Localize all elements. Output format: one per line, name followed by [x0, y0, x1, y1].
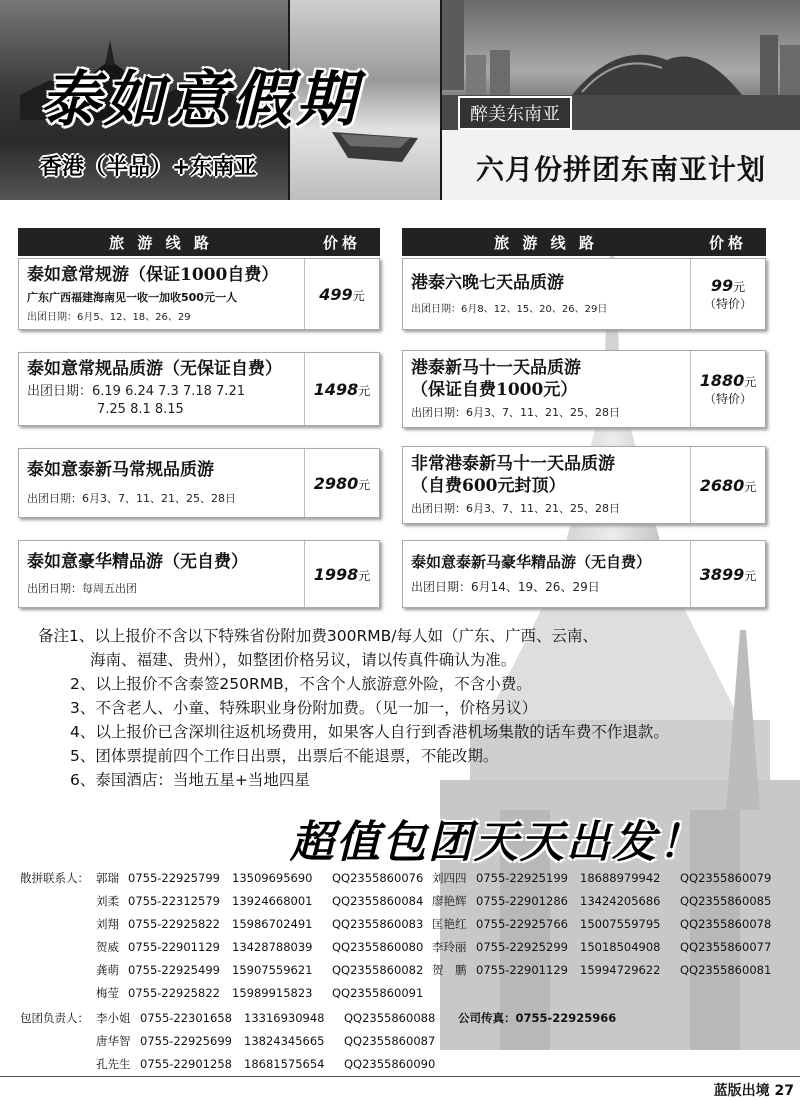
- route-card: [18, 258, 380, 330]
- tag-right: 醉美东南亚: [458, 96, 572, 130]
- contact-mobile: 18681575654: [244, 1056, 325, 1071]
- contact-tel: 0755-22925799: [128, 870, 220, 885]
- contact-mobile: 13316930948: [244, 1010, 325, 1025]
- price-unit: 元: [352, 288, 365, 303]
- route-column-header: 旅 游 线 路: [109, 233, 213, 252]
- contacts-section: [20, 866, 790, 1075]
- contact-name: 刘翔: [96, 916, 119, 931]
- contact-qq: QQ2355860078: [680, 916, 772, 931]
- route-name: 港泰新马十一天品质游: [411, 358, 581, 379]
- route-card: [18, 540, 380, 608]
- contact-mobile: 13924668001: [232, 893, 313, 908]
- route-price: 2980: [313, 473, 359, 493]
- table-header-right: [402, 228, 766, 256]
- brand-title: 泰如意假期: [40, 65, 360, 135]
- route-name: 港泰六晚七天品质游: [411, 272, 564, 293]
- contact-mobile: 13424205686: [580, 893, 661, 908]
- contact-qq: QQ2355860091: [332, 985, 424, 1000]
- table-header-left: [18, 228, 380, 256]
- contact-tel: 0755-22925199: [476, 870, 568, 885]
- plan-title: 六月份拼团东南亚计划: [475, 153, 766, 186]
- route-price: 1880: [699, 371, 745, 390]
- contact-qq: QQ2355860088: [344, 1010, 436, 1025]
- group-contact-row: [20, 1006, 790, 1029]
- contact-row: [20, 912, 790, 935]
- route-price: 2680: [699, 475, 745, 495]
- route-price: 1998: [313, 564, 359, 584]
- contact-mobile: 15018504908: [580, 939, 661, 954]
- contact-qq: QQ2355860077: [680, 939, 772, 954]
- contact-mobile: 15007559795: [580, 916, 661, 931]
- contact-tel: 0755-22925699: [140, 1033, 232, 1048]
- note-2: 2、以上报价不含泰签250RMB，不含个人旅游意外险，不含小费。: [70, 675, 532, 693]
- price-column-header: 价格: [708, 233, 747, 252]
- contact-name: 梅莹: [96, 985, 119, 1000]
- route-date: 出团日期：6月14、19、26、29日: [411, 579, 600, 594]
- contact-name: 廖艳辉: [432, 893, 467, 908]
- contact-qq: QQ2355860082: [332, 962, 424, 977]
- group-contact-label: 包团负责人：: [20, 1010, 89, 1025]
- contact-tel: 0755-22901129: [476, 962, 568, 977]
- route-date: 出团日期：6.19 6.24 7.3 7.18 7.21: [27, 383, 245, 399]
- contact-mobile: 15907559621: [232, 962, 313, 977]
- contact-tel: 0755-22901258: [140, 1056, 232, 1071]
- price-unit: 元: [358, 383, 371, 398]
- contact-name: 刘柔: [96, 893, 119, 908]
- note-1: 备注1、以上报价不含以下特殊省份附加费300RMB/每人如（广东、广西、云南、: [38, 627, 598, 645]
- route-note: 广东广西福建海南见一收一加收500元一人: [27, 290, 237, 304]
- contact-mobile: 15986702491: [232, 916, 313, 931]
- contact-tel: 0755-22925766: [476, 916, 568, 931]
- route-date: 出团日期：6月3、7、11、21、25、28日: [411, 405, 620, 419]
- route-card: [402, 350, 766, 428]
- route-price: 99: [710, 276, 734, 295]
- slogan: 超值包团天天出发！: [290, 817, 704, 868]
- contact-name: 李玲丽: [432, 939, 467, 954]
- contact-name: 贺威: [96, 939, 119, 954]
- route-date: 出团日期：6月5、12、18、26、29: [27, 311, 191, 323]
- route-card: [18, 448, 380, 518]
- contact-qq: QQ2355860085: [680, 893, 772, 908]
- note-1-continued: 海南、福建、贵州），如整团价格另议，请以传真件确认为准。: [90, 651, 517, 669]
- route-date: 出团日期：6月8、12、15、20、26、29日: [411, 304, 608, 316]
- price-unit: 元: [358, 477, 371, 492]
- price-column-header: 价格: [322, 233, 361, 252]
- contact-name: 孔先生: [96, 1056, 131, 1071]
- contact-qq: QQ2355860079: [680, 870, 772, 885]
- notes-section: [38, 624, 758, 792]
- note-3: 3、不含老人、小童、特殊职业身份附加费。（见一加一，价格另议）: [70, 699, 538, 717]
- company-fax: 公司传真：0755-22925966: [458, 1010, 617, 1025]
- group-contact-row: [20, 1052, 790, 1075]
- route-name-continued: （保证自费1000元）: [411, 379, 578, 400]
- contact-qq: QQ2355860087: [344, 1033, 436, 1048]
- route-date: 出团日期：6月3、7、11、21、25、28日: [411, 501, 620, 515]
- route-name: 泰如意泰新马常规品质游: [27, 460, 214, 481]
- footer-divider: [0, 1076, 800, 1077]
- contact-row: [20, 866, 790, 889]
- contact-qq: QQ2355860084: [332, 893, 424, 908]
- route-column-header: 旅 游 线 路: [494, 233, 598, 252]
- route-card: [18, 352, 380, 426]
- route-name: 非常港泰新马十一天品质游: [411, 454, 615, 475]
- route-date: 出团日期：每周五出团: [27, 581, 137, 595]
- route-name: 泰如意常规品质游（无保证自费）: [27, 358, 282, 379]
- contact-tel: 0755-22312579: [128, 893, 220, 908]
- contact-name: 郭瑞: [96, 870, 119, 885]
- route-price: 1498: [313, 379, 359, 399]
- contact-row: [20, 981, 790, 1004]
- header-banner: [0, 0, 800, 200]
- subtitle-left: 香港（半品）+东南亚: [40, 155, 257, 180]
- contact-qq: QQ2355860080: [332, 939, 424, 954]
- contact-tel: 0755-22301658: [140, 1010, 232, 1025]
- price-unit: 元: [358, 568, 371, 583]
- contact-tel: 0755-22925299: [476, 939, 568, 954]
- price-unit: 元: [744, 479, 757, 494]
- route-card: [402, 446, 766, 524]
- contact-name: 匡艳红: [432, 916, 467, 931]
- price-unit: 元: [744, 568, 757, 583]
- route-date: 出团日期：6月3、7、11、21、25、28日: [27, 491, 236, 505]
- contact-mobile: 15994729622: [580, 962, 661, 977]
- note-4: 4、以上报价已含深圳往返机场费用，如果客人自行到香港机场集散的话车费不作退款。: [70, 723, 669, 741]
- contact-qq: QQ2355860083: [332, 916, 424, 931]
- contact-mobile: 13428788039: [232, 939, 313, 954]
- route-card: [402, 258, 766, 330]
- route-name: 泰如意豪华精品游（无自费）: [27, 552, 248, 573]
- route-name: 泰如意泰新马豪华精品游（无自费）: [411, 553, 652, 572]
- contact-mobile: 15989915823: [232, 985, 313, 1000]
- contact-qq: QQ2355860076: [332, 870, 424, 885]
- route-name: 泰如意常规游（保证1000自费）: [27, 265, 279, 286]
- price-note: （特价）: [703, 392, 752, 406]
- price-note: （特价）: [703, 297, 752, 311]
- contact-name: 刘四四: [432, 870, 467, 885]
- group-contact-row: [20, 1029, 790, 1052]
- contact-name: 贺 鹏: [432, 962, 467, 977]
- contact-label: 散拼联系人：: [20, 870, 89, 885]
- contact-name: 龚萌: [96, 962, 119, 977]
- contact-name: 李小姐: [96, 1010, 131, 1025]
- contact-tel: 0755-22925822: [128, 916, 220, 931]
- contact-tel: 0755-22901129: [128, 939, 220, 954]
- contact-name: 唐华智: [96, 1033, 131, 1048]
- route-price: 3899: [699, 564, 745, 584]
- contact-tel: 0755-22901286: [476, 893, 568, 908]
- contact-tel: 0755-22925822: [128, 985, 220, 1000]
- contact-mobile: 13824345665: [244, 1033, 325, 1048]
- contact-qq: QQ2355860081: [680, 962, 772, 977]
- contact-row: [20, 889, 790, 912]
- contact-row: [20, 958, 790, 981]
- contact-mobile: 13509695690: [232, 870, 313, 885]
- note-5: 5、团体票提前四个工作日出票，出票后不能退票，不能改期。: [70, 747, 499, 765]
- note-6: 6、泰国酒店：当地五星+当地四星: [70, 771, 310, 789]
- route-card: [402, 540, 766, 608]
- contact-row: [20, 935, 790, 958]
- price-unit: 元: [744, 375, 757, 389]
- route-name-continued: （自费600元封顶）: [411, 475, 566, 496]
- price-unit: 元: [733, 280, 746, 294]
- contact-tel: 0755-22925499: [128, 962, 220, 977]
- route-date-continued: 7.25 8.1 8.15: [97, 402, 184, 418]
- page-footer: 蓝版出境 27: [713, 1083, 794, 1099]
- contact-qq: QQ2355860090: [344, 1056, 436, 1071]
- contact-mobile: 18688979942: [580, 870, 661, 885]
- route-price: 499: [319, 284, 353, 304]
